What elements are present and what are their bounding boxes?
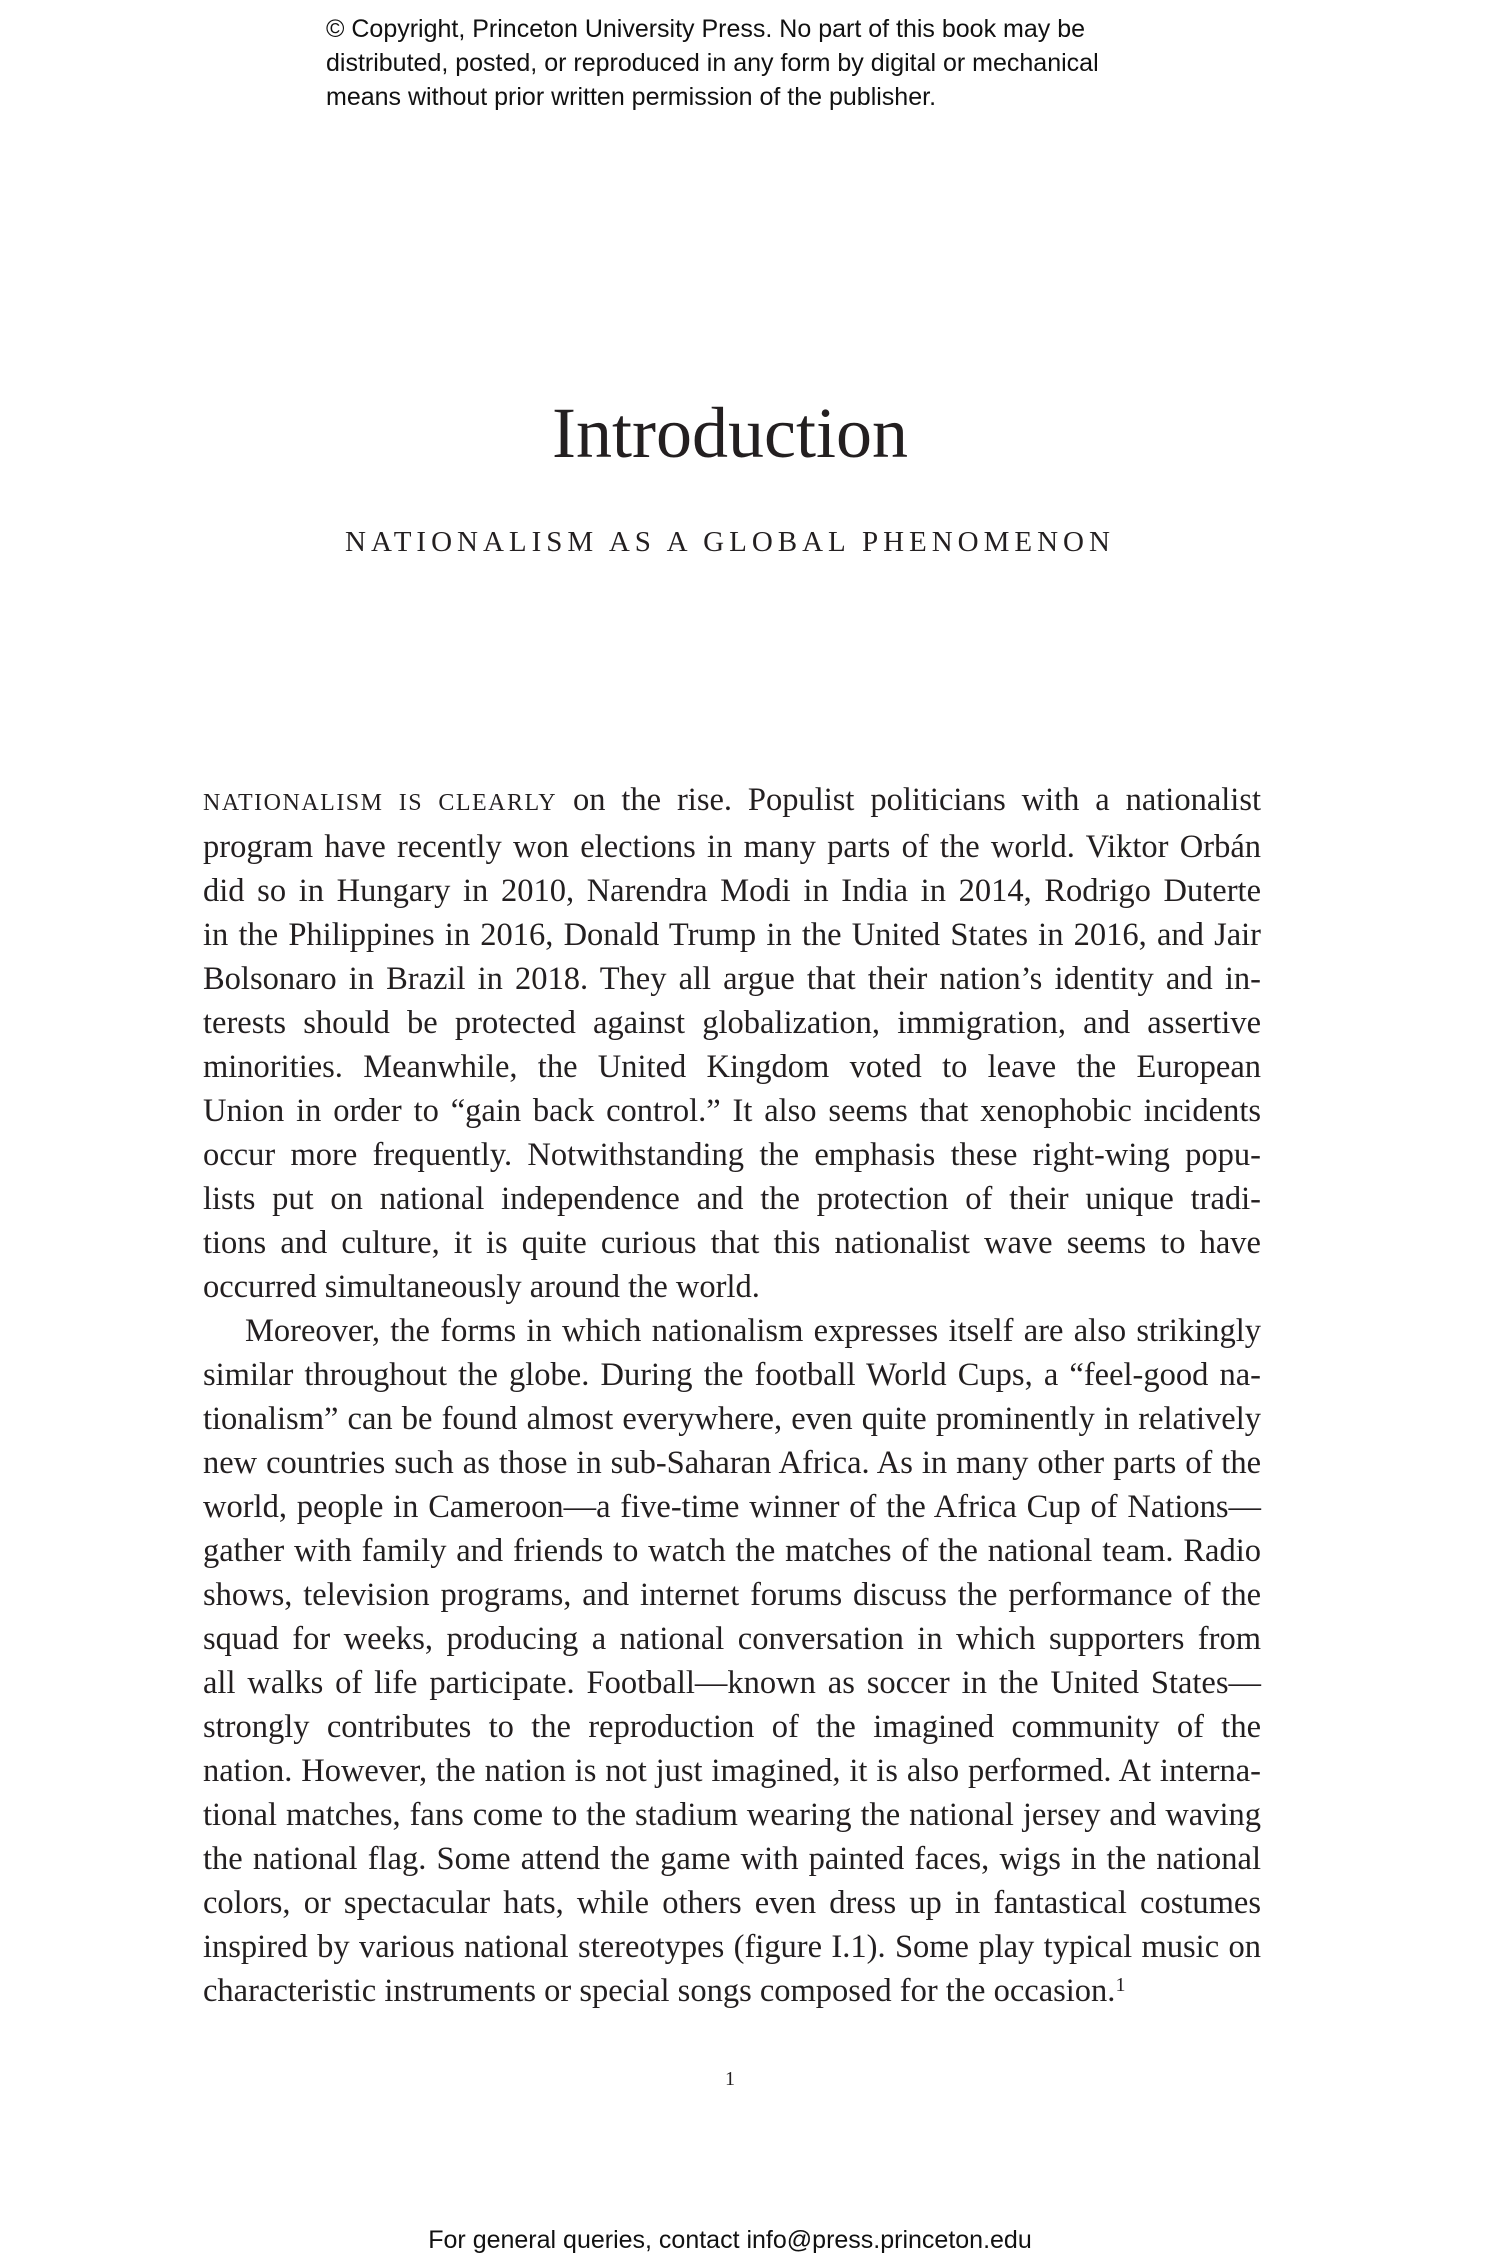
body-line: nation. However, the nation is not just imagined, it is also performed. At interna-: [203, 1753, 1261, 1789]
page-number: 1: [725, 2068, 735, 2090]
body-line: did so in Hungary in 2010, Narendra Modi in India in 2014, Rodrigo Duterte: [203, 873, 1261, 909]
body-line: occur more frequently. Notwithstanding the emphasis these right-wing popu-: [203, 1137, 1261, 1173]
body-line: gather with family and friends to watch the matches of the national team. Radio: [203, 1533, 1261, 1569]
footer-contact-note: For general queries, contact info@press.princeton.edu: [428, 2226, 1032, 2254]
copyright-line: © Copyright, Princeton University Press. No part of this book may be: [326, 15, 1086, 43]
copyright-line: means without prior written permission of the publisher.: [326, 83, 937, 111]
body-line: inspired by various national stereotypes (figure I.1). Some play typical music on: [203, 1929, 1261, 1965]
copyright-notice: [326, 12, 1206, 114]
body-line: tions and culture, it is quite curious that this nationalist wave seems to have: [203, 1225, 1261, 1261]
copyright-line: distributed, posted, or reproduced in any form by digital or mechanical: [326, 49, 1099, 77]
body-line: Union in order to “gain back control.” It also seems that xenophobic incidents: [203, 1093, 1261, 1129]
body-line: program have recently won elections in many parts of the world. Viktor Orbán: [203, 829, 1261, 865]
body-line-text: characteristic instruments or special songs composed for the occasion.: [203, 1973, 1116, 2009]
body-line: all walks of life participate. Football—known as soccer in the United States—: [203, 1665, 1261, 1701]
body-line: colors, or spectacular hats, while others even dress up in fantastical costumes: [203, 1885, 1261, 1921]
body-line: similar throughout the globe. During the football World Cups, a “feel-good na-: [203, 1357, 1261, 1393]
body-line: tionalism” can be found almost everywhere, even quite prominently in relatively: [203, 1401, 1261, 1437]
body-line: Bolsonaro in Brazil in 2018. They all argue that their nation’s identity and in-: [203, 961, 1261, 997]
body-line: the national flag. Some attend the game with painted faces, wigs in the national: [203, 1841, 1261, 1877]
body-line: lists put on national independence and the protection of their unique tradi-: [203, 1181, 1261, 1217]
chapter-title: Introduction: [552, 393, 908, 473]
body-line: strongly contributes to the reproduction of the imagined community of the: [203, 1709, 1261, 1745]
opening-smallcaps: NATIONALISM IS CLEARLY: [203, 790, 558, 816]
body-line: new countries such as those in sub-Saharan Africa. As in many other parts of the: [203, 1445, 1261, 1481]
body-line: occurred simultaneously around the world.: [203, 1269, 760, 1305]
body-line: terests should be protected against globalization, immigration, and assertive: [203, 1005, 1261, 1041]
body-line: tional matches, fans come to the stadium wearing the national jersey and waving: [203, 1797, 1261, 1833]
body-line: world, people in Cameroon—a five-time winner of the Africa Cup of Nations—: [203, 1489, 1261, 1525]
body-line: in the Philippines in 2016, Donald Trump in the United States in 2016, and Jair: [203, 917, 1261, 953]
body-line-text: on the rise. Populist politicians with a nationalist: [557, 782, 1261, 818]
body-line: squad for weeks, producing a national conversation in which supporters from: [203, 1621, 1261, 1657]
body-line: shows, television programs, and internet forums discuss the performance of the: [203, 1577, 1261, 1613]
body-line: [203, 1969, 1261, 2013]
body-text: [203, 778, 1261, 2013]
body-line: minorities. Meanwhile, the United Kingdom voted to leave the European: [203, 1049, 1261, 1085]
chapter-subtitle: NATIONALISM AS A GLOBAL PHENOMENON: [345, 526, 1115, 558]
footnote-marker[interactable]: 1: [1115, 1974, 1126, 1996]
body-line: [203, 778, 1261, 825]
body-line: Moreover, the forms in which nationalism expresses itself are also strikingly: [245, 1313, 1261, 1349]
